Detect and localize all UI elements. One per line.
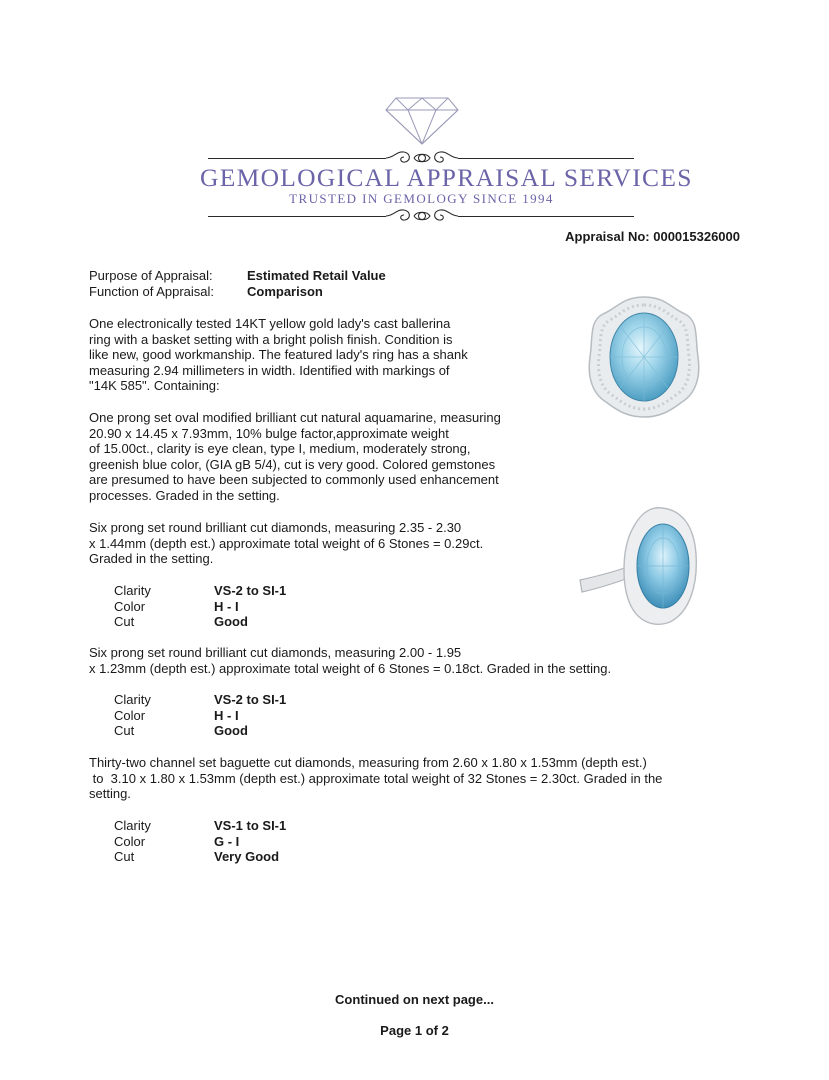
center-stone-line: greenish blue color, (GIA gB 5/4), cut is very good. Colored gemstones: [89, 456, 496, 472]
center-stone-description: [89, 410, 501, 504]
company-name: GEMOLOGICAL APPRAISAL SERVICES: [200, 163, 693, 192]
center-stone-line: are presumed to have been subjected to commonly used enhancement: [89, 472, 499, 488]
color-value: H - I: [214, 598, 239, 614]
description-line: "14K 585". Containing:: [89, 378, 220, 394]
diamond-group-1-grades: [114, 583, 414, 631]
cut-value: Good: [214, 614, 248, 630]
center-stone-line: One prong set oval modified brilliant cut natural aquamarine, measuring: [89, 410, 501, 425]
continued-note: Continued on next page...: [335, 992, 494, 1007]
purpose-value: Estimated Retail Value: [247, 268, 386, 283]
logo-rule-top: [458, 158, 634, 159]
diamond-group-2-grades: [114, 692, 414, 740]
clarity-label: Clarity: [114, 692, 151, 707]
color-label: Color: [114, 598, 146, 614]
description-line: measuring 2.94 millimeters in width. Identified with markings of: [89, 362, 450, 378]
logo-rule-bottom: [208, 216, 386, 217]
clarity-value: VS-2 to SI-1: [214, 583, 287, 598]
description-line: ring with a basket setting with a bright polish finish. Condition is: [89, 331, 453, 347]
function-value: Comparison: [247, 284, 323, 299]
diamond-group-line: setting.: [89, 786, 131, 802]
cut-label: Cut: [114, 723, 135, 739]
color-value: G - I: [214, 833, 240, 849]
clarity-label: Clarity: [114, 583, 151, 598]
diamond-group-line: to 3.10 x 1.80 x 1.53mm (depth est.) approximate total weight of 32 Stones = 2.30ct. Graded in the: [89, 770, 663, 786]
cut-label: Cut: [114, 849, 135, 865]
diamond-group-line: Six prong set round brilliant cut diamonds, measuring 2.35 - 2.30: [89, 520, 462, 535]
diamond-logo-icon: [382, 94, 462, 146]
ring-top-view-image: [585, 294, 703, 420]
cut-value: Good: [214, 723, 248, 739]
company-tagline: TRUSTED IN GEMOLOGY SINCE 1994: [289, 191, 554, 206]
diamond-group-line: Thirty-two channel set baguette cut diamonds, measuring from 2.60 x 1.80 x 1.53mm (depth est.): [89, 755, 647, 770]
ring-description: [89, 316, 468, 394]
center-stone-line: 20.90 x 14.45 x 7.93mm, 10% bulge factor,approximate weight: [89, 425, 449, 441]
center-stone-line: processes. Graded in the setting.: [89, 487, 280, 503]
clarity-label: Clarity: [114, 818, 151, 833]
center-stone-line: of 15.00ct., clarity is eye clean, type I, medium, moderately strong,: [89, 441, 471, 457]
description-line: One electronically tested 14KT yellow gold lady's cast ballerina: [89, 316, 451, 331]
purpose-label: Purpose of Appraisal:: [89, 268, 213, 283]
diamond-group-line: x 1.23mm (depth est.) approximate total weight of 6 Stones = 0.18ct. Graded in the setting.: [89, 660, 612, 676]
logo-rule-top: [208, 158, 386, 159]
cut-value: Very Good: [214, 849, 280, 865]
diamond-group-1-description: [89, 520, 483, 567]
logo-rule-bottom: [458, 216, 634, 217]
diamond-group-line: Six prong set round brilliant cut diamonds, measuring 2.00 - 1.95: [89, 645, 462, 660]
clarity-value: VS-2 to SI-1: [214, 692, 287, 707]
diamond-group-2-description: [89, 645, 611, 676]
function-label: Function of Appraisal:: [89, 284, 215, 299]
diamond-group-line: x 1.44mm (depth est.) approximate total weight of 6 Stones = 0.29ct.: [89, 535, 484, 551]
diamond-group-3-description: [89, 755, 662, 802]
flourish-ornament-icon: [384, 206, 460, 226]
diamond-group-3-grades: [114, 818, 414, 866]
page-number: Page 1 of 2: [380, 1023, 449, 1038]
appraisal-number: Appraisal No: 000015326000: [565, 229, 740, 244]
color-label: Color: [114, 707, 146, 723]
diamond-group-line: Graded in the setting.: [89, 551, 214, 567]
color-label: Color: [114, 833, 146, 849]
color-value: H - I: [214, 707, 239, 723]
ring-side-view-image: [578, 504, 702, 628]
description-line: like new, good workmanship. The featured lady's ring has a shank: [89, 347, 468, 363]
cut-label: Cut: [114, 614, 135, 630]
clarity-value: VS-1 to SI-1: [214, 818, 287, 833]
